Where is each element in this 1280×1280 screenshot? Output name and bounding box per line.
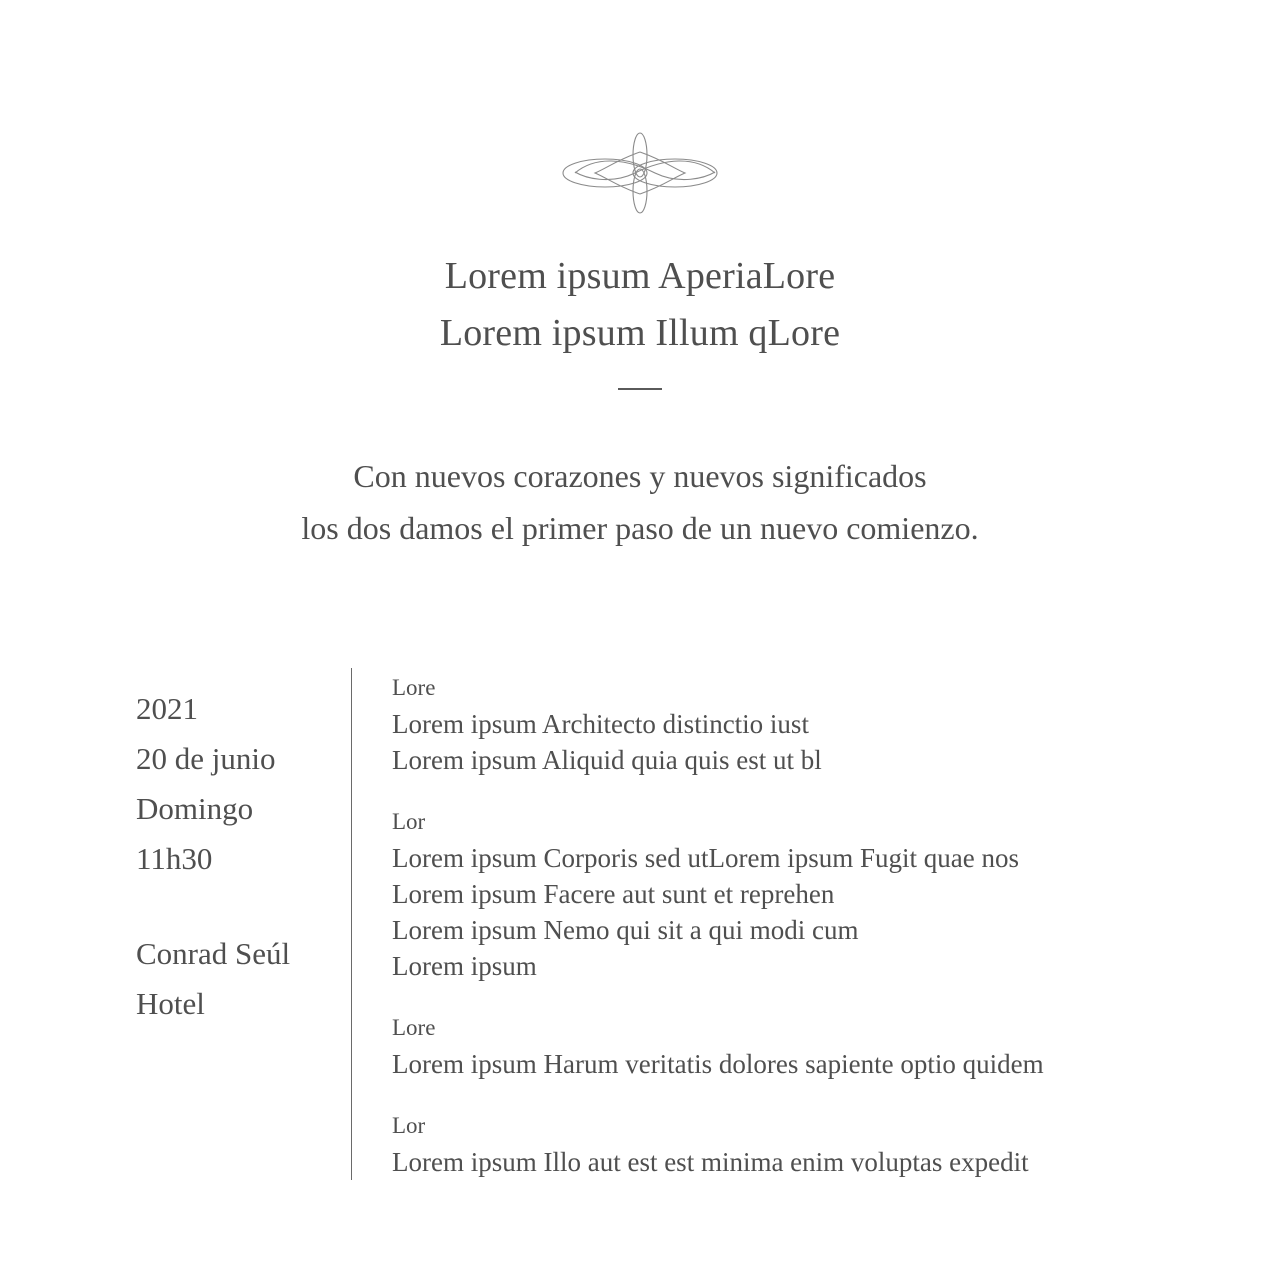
quote-line-1: Con nuevos corazones y nuevos significados — [353, 458, 927, 494]
quote-line-2: los dos damos el primer paso de un nuevo comienzo. — [301, 510, 979, 546]
quote — [0, 450, 1280, 554]
venue-line-1: Conrad Seúl — [136, 936, 291, 971]
program-block — [392, 804, 1180, 984]
program-item: Lorem ipsum Harum veritatis dolores sapiente optio quidem — [392, 1049, 1044, 1079]
program-item: Lorem ipsum Corporis sed utLorem ipsum Fugit quae nos — [392, 843, 1019, 873]
decorative-flourish-icon — [555, 128, 725, 218]
program-label: Lor — [392, 809, 426, 834]
program-item: Lorem ipsum Aliquid quia quis est ut bl — [392, 745, 822, 775]
program-label: Lor — [392, 1113, 426, 1138]
program-item: Lorem ipsum — [392, 951, 537, 981]
header — [0, 248, 1280, 390]
program-column — [352, 668, 1180, 1180]
program-item: Lorem ipsum Nemo qui sit a qui modi cum — [392, 915, 859, 945]
details-section — [136, 668, 1180, 1180]
program-label: Lore — [392, 675, 436, 700]
program-label: Lore — [392, 1015, 436, 1040]
ornament-container — [0, 128, 1280, 218]
header-divider — [618, 388, 662, 390]
event-date: 20 de junio — [136, 741, 276, 776]
title-line-1: Lorem ipsum AperiaLore — [444, 255, 836, 297]
title-line-2: Lorem ipsum Illum qLore — [439, 312, 841, 354]
program-block — [392, 670, 1180, 778]
event-weekday: Domingo — [136, 791, 254, 826]
program-item: Lorem ipsum Facere aut sunt et reprehen — [392, 879, 835, 909]
program-block — [392, 1108, 1180, 1180]
spacer — [136, 884, 351, 929]
program-item: Lorem ipsum Architecto distinctio iust — [392, 709, 809, 739]
event-time: 11h30 — [136, 841, 213, 876]
event-year: 2021 — [136, 691, 198, 726]
program-item: Lorem ipsum Illo aut est est minima enim voluptas expedit — [392, 1147, 1029, 1177]
program-block — [392, 1010, 1180, 1082]
venue-line-2: Hotel — [136, 986, 205, 1021]
when-column — [136, 668, 351, 1029]
